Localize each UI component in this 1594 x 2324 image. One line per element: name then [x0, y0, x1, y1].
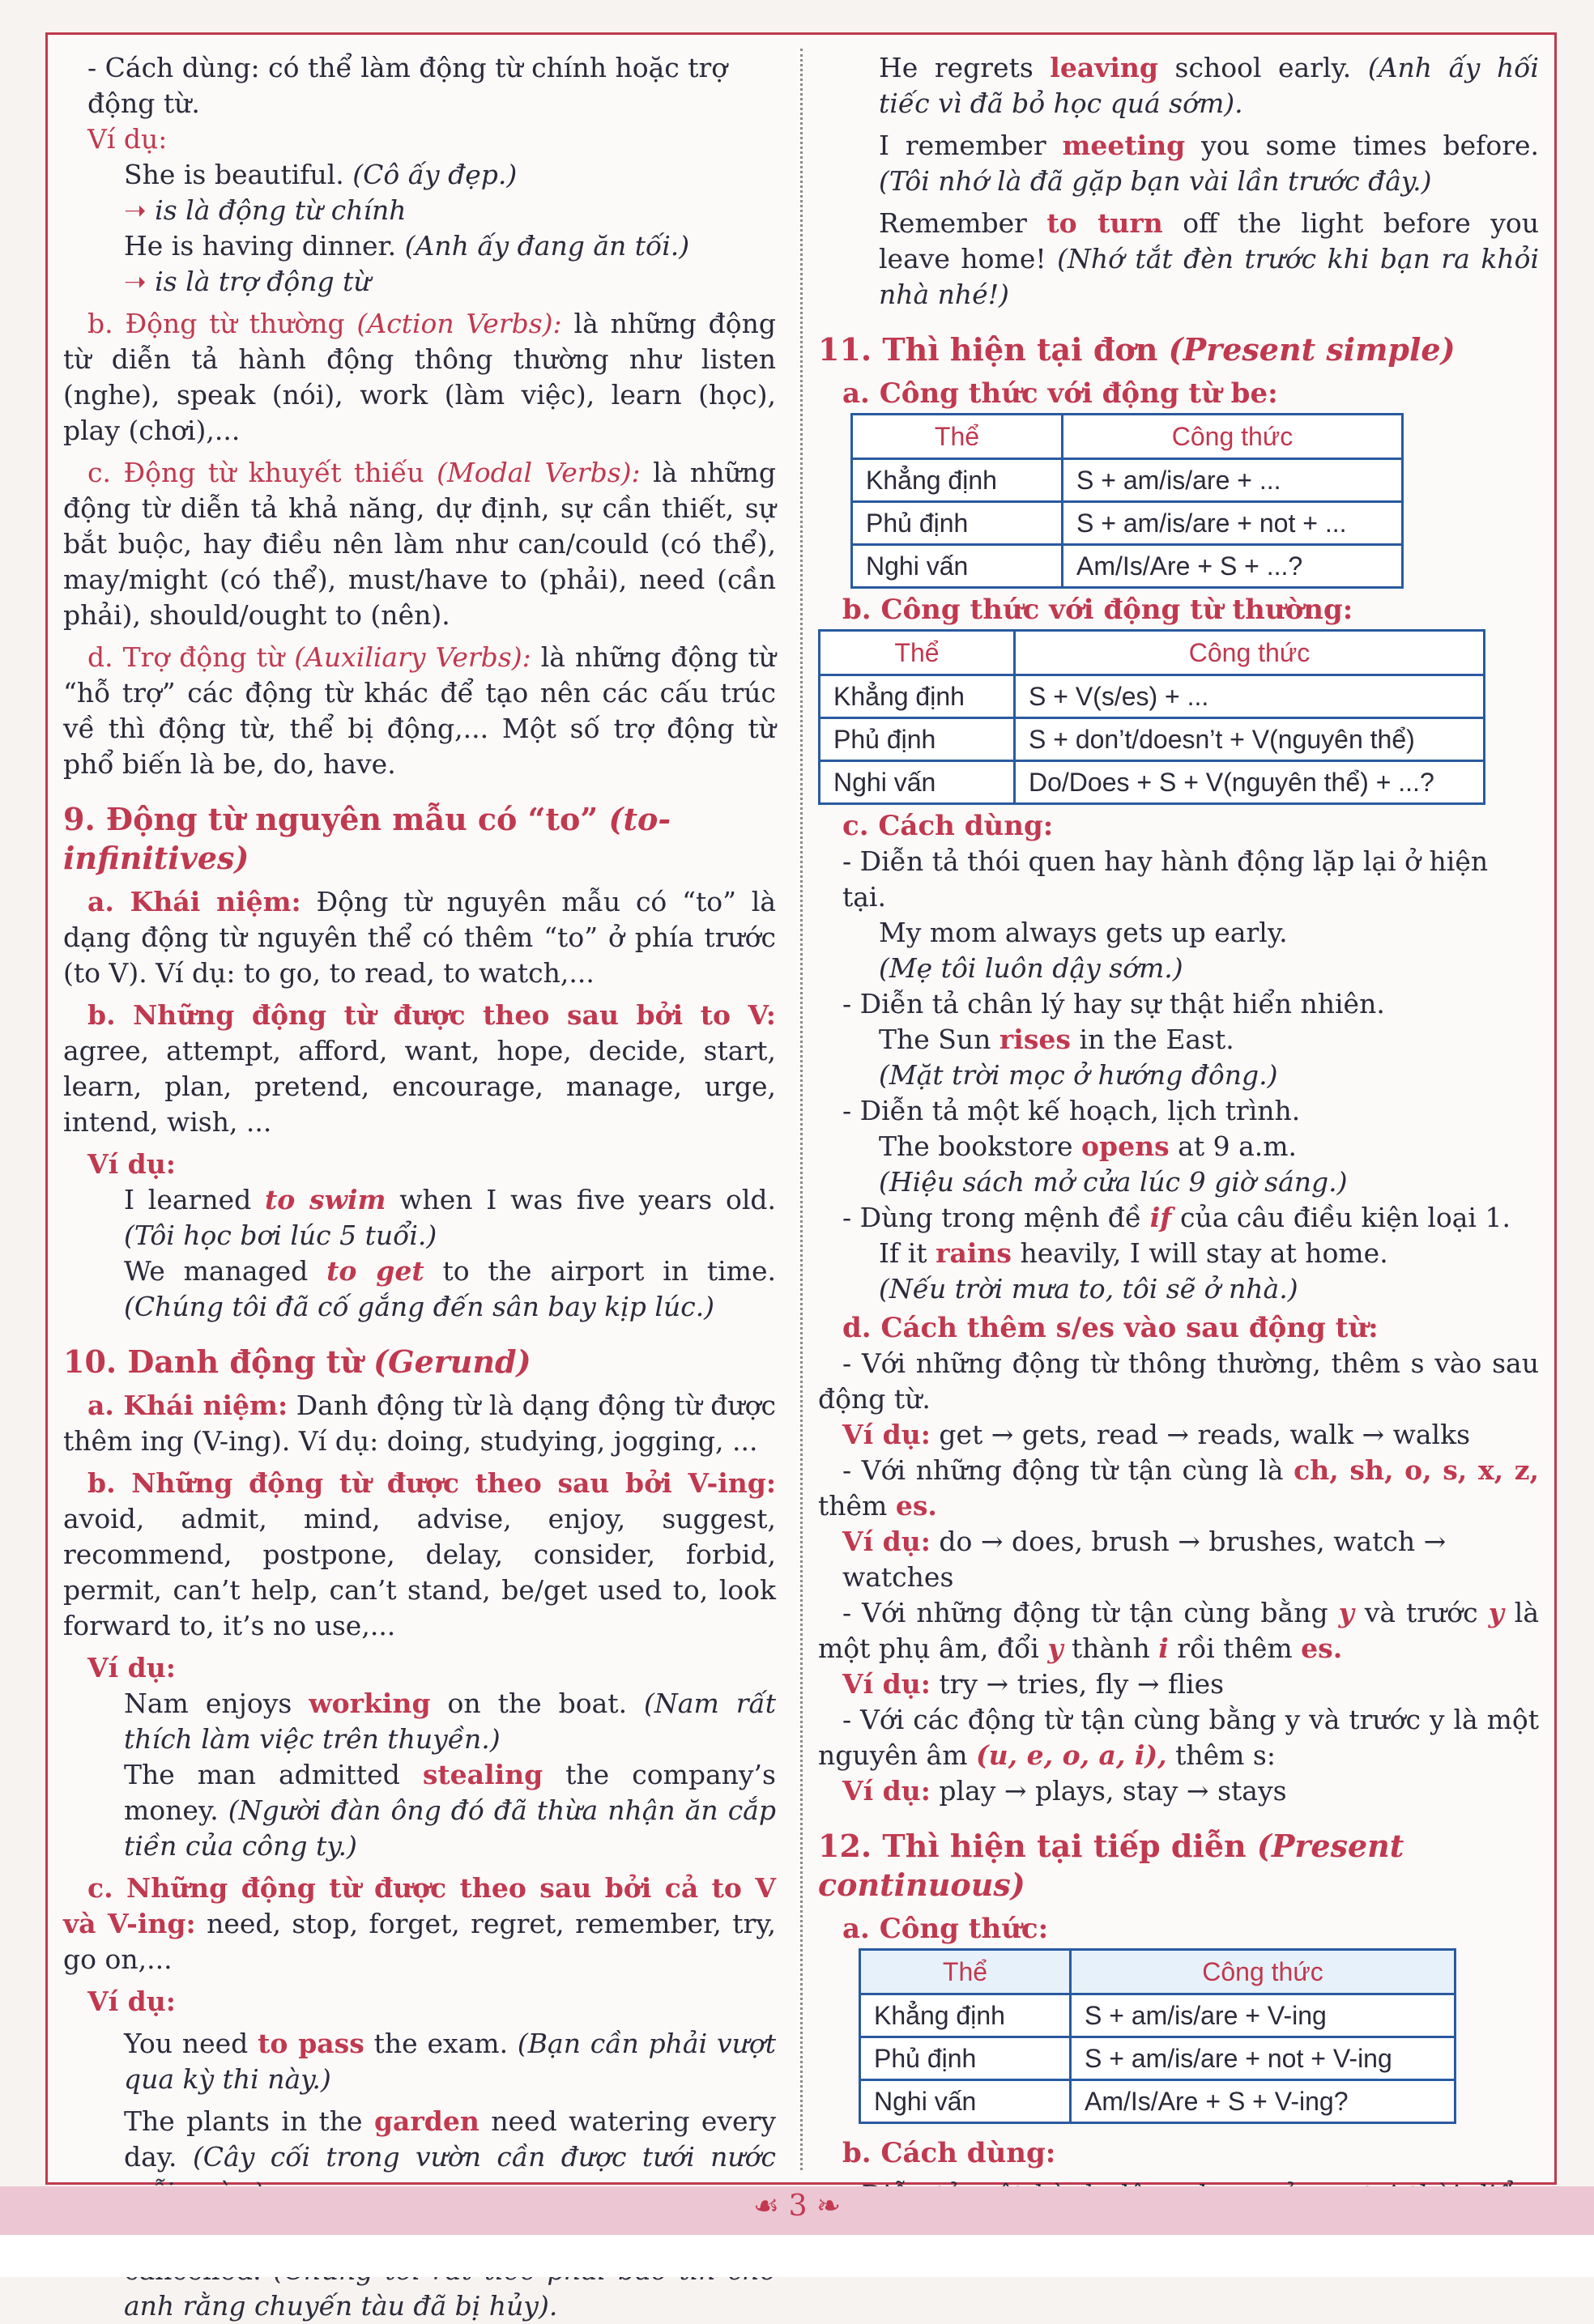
example-translation: (Nếu trời mưa to, tôi sẽ ở nhà.) [879, 1273, 1298, 1305]
page-number: ☙ 3 ❧ [752, 2190, 842, 2223]
table-row: Nghi vấn Am/Is/Are + S + V-ing? [860, 2080, 1455, 2123]
example-line: If it rains heavily, I will stay at home. [879, 1237, 1388, 1269]
example-line: The plants in the garden need watering every day. (Cây cối trong vườn cần được tưới nước [124, 2105, 776, 2173]
column-divider [800, 49, 803, 2170]
example-line: anh rằng chuyến tàu đã bị hủy). [124, 2290, 558, 2322]
example-label: Ví dụ: [87, 1986, 176, 2017]
s11b-heading: b. Công thức với động từ thường: [842, 594, 1353, 626]
example-note: ➝ is là trợ động từ [124, 266, 371, 297]
example-line: I remember meeting you some times before. (Tôi nhớ là đã gặp bạn vài lần trước đây.) [879, 130, 1539, 197]
present-simple-verb-table [818, 629, 1485, 805]
table-header-row: Thể Công thức [860, 1950, 1455, 1994]
present-simple-be-table [850, 413, 1404, 589]
table-row: Phủ định S + am/is/are + not + V-ing [860, 2037, 1455, 2080]
page-bottom-margin [0, 2235, 1594, 2277]
rule-line: - Với những động từ thông thường, thêm s vào sau động từ. [818, 1347, 1539, 1415]
section-10-heading: 10. Danh động từ (Gerund) [63, 1343, 531, 1380]
action-verbs-paragraph: b. Động từ thường (Action Verbs): là những động từ diễn tả hành động thông thường như listen (nghe), speak (nói), work (làm việc), learn (học), play (chơi),... [63, 308, 776, 446]
rule-line: - Với những động từ tận cùng là ch, sh, o, s, x, z, thêm es. [818, 1454, 1539, 1522]
s9-definition: a. Khái niệm: Động từ nguyên mẫu có “to” là dạng động từ nguyên thể có thêm “to” ở phía trước (to V). Ví dụ: to go, to read, to watch,... [63, 886, 776, 989]
example-line: Nam enjoys working on the boat. (Nam rất thích làm việc trên thuyền.) [124, 1688, 776, 1755]
table-header-row: Thể Công thức [820, 631, 1485, 675]
section-9-heading: 9. Động từ nguyên mẫu có “to” (to-infinitives) [63, 801, 671, 876]
auxiliary-verbs-paragraph: d. Trợ động từ (Auxiliary Verbs): là những động từ “hỗ trợ” các động từ khác để tạo nên các cấu trúc về thì động từ, thể bị động,... Một số trợ động từ phổ biến là be, do, have. [63, 641, 776, 780]
arrow-icon: ➝ [124, 194, 147, 226]
example-label: Ví dụ: [87, 1148, 176, 1180]
s10-both-list: c. Những động từ được theo sau bởi cả to V và V-ing: need, stop, forget, regret, remember, try, go on,... [63, 1872, 776, 1975]
example-line: The bookstore opens at 9 a.m. [879, 1130, 1298, 1162]
example-line: The Sun rises in the East. [879, 1024, 1234, 1055]
section-12-heading: 12. Thì hiện tại tiếp diễn (Present continuous) [818, 1828, 1404, 1903]
s10-definition: a. Khái niệm: Danh động từ là dạng động từ được thêm ing (V-ing). Ví dụ: doing, studying, jogging, ... [63, 1390, 776, 1457]
table-row: Khẳng định S + V(s/es) + ... [820, 675, 1485, 718]
usage-line: - Diễn tả một kế hoạch, lịch trình. [842, 1095, 1301, 1126]
table-row: Khẳng định S + am/is/are + V-ing [860, 1994, 1455, 2037]
modal-verbs-paragraph: c. Động từ khuyết thiếu (Modal Verbs): là những động từ diễn tả khả năng, dự định, sự cần thiết, sự bắt buộc, hay điều nên làm như can/could (có thể), may/might (có thể), must/have to (phải), need (cần phải), should/ought to (nên). [63, 457, 776, 631]
table-row: Phủ định S + am/is/are + not + ... [852, 502, 1403, 545]
present-continuous-table [859, 1948, 1456, 2124]
ornament-left-icon: ☙ [752, 2190, 780, 2223]
example-line: We managed to get to the airport in time. (Chúng tôi đã cố gắng đến sân bay kịp lúc.) [124, 1255, 776, 1322]
example-translation: (Mặt trời mọc ở hướng đông.) [879, 1059, 1278, 1091]
s12b-heading: b. Cách dùng: [842, 2137, 1056, 2169]
usage-line: - Diễn tả thói quen hay hành động lặp lại ở hiện tại. [842, 845, 1489, 913]
example-line: I learned to swim when I was five years old. (Tôi học bơi lúc 5 tuổi.) [124, 1184, 777, 1251]
section-11-heading: 11. Thì hiện tại đơn (Present simple) [818, 331, 1455, 368]
example-line: Ví dụ: play → plays, stay → stays [842, 1775, 1287, 1807]
usage-line: - Cách dùng: có thể làm động từ chính hoặc trợ động từ. [87, 52, 728, 119]
s11d-heading: d. Cách thêm s/es vào sau động từ: [842, 1312, 1379, 1344]
example-translation: (Mẹ tôi luôn dậy sớm.) [879, 952, 1183, 984]
rule-line: - Với những động từ tận cùng bằng y và trước y là một phụ âm, đổi y thành i rồi thêm es. [818, 1597, 1540, 1664]
example-line: My mom always gets up early. [879, 917, 1288, 948]
example-line: She is beautiful. (Cô ấy đẹp.) [124, 159, 518, 190]
s9-verb-list: b. Những động từ được theo sau bởi to V: agree, attempt, afford, want, hope, decide, start, learn, plan, pretend, encourage, manage, urge, intend, wish, ... [63, 999, 776, 1138]
example-translation: (Hiệu sách mở cửa lúc 9 giờ sáng.) [879, 1166, 1348, 1198]
usage-line: - Dùng trong mệnh đề if của câu điều kiện loại 1. [842, 1202, 1511, 1233]
example-note: ➝ is là động từ chính [124, 194, 407, 226]
right-column [818, 50, 1539, 2249]
left-column [63, 50, 776, 2324]
s10-verb-list: b. Những động từ được theo sau bởi V-ing: avoid, admit, mind, advise, enjoy, suggest, recommend, postpone, delay, consider, forbid, permit, can’t help, can’t stand, be/get used to, look forward to, it’s no use,... [63, 1467, 776, 1641]
s11c-heading: c. Cách dùng: [842, 810, 1054, 842]
example-label: Ví dụ: [87, 1652, 176, 1683]
usage-line: - Diễn tả chân lý hay sự thật hiển nhiên. [842, 988, 1385, 1019]
example-line: Ví dụ: do → does, brush → brushes, watch → watches [842, 1526, 1447, 1593]
rule-line: - Với các động từ tận cùng bằng y và trước y là một nguyên âm (u, e, o, a, i), thêm s: [818, 1704, 1539, 1771]
arrow-icon: ➝ [124, 266, 147, 297]
s12a-heading: a. Công thức: [842, 1913, 1049, 1945]
example-line: He is having dinner. (Anh ấy đang ăn tối.) [124, 230, 690, 262]
table-row: Khẳng định S + am/is/are + ... [852, 459, 1403, 502]
table-row: Nghi vấn Am/Is/Are + S + ...? [852, 545, 1403, 588]
example-line: He regrets leaving school early. (Anh ấy hối tiếc vì đã bỏ học quá sớm). [879, 52, 1539, 119]
table-row: Nghi vấn Do/Does + S + V(nguyên thể) + ...? [820, 761, 1485, 804]
s11a-heading: a. Công thức với động từ be: [842, 377, 1278, 410]
example-label: Ví dụ: [87, 123, 168, 155]
example-line: Ví dụ: try → tries, fly → flies [842, 1668, 1225, 1700]
ornament-right-icon: ❧ [816, 2190, 842, 2223]
table-row: Phủ định S + don’t/doesn’t + V(nguyên thể) [820, 718, 1485, 761]
table-header-row: Thể Công thức [852, 415, 1403, 459]
example-line: Remember to turn off the light before you leave home! (Nhớ tắt đèn trước khi bạn ra khỏi nhà nhé!) [879, 207, 1539, 310]
example-line: The man admitted stealing the company’s money. (Người đàn ông đó đã thừa nhận ăn cắp tiền của công ty.) [124, 1759, 776, 1862]
example-line: Ví dụ: get → gets, read → reads, walk → walks [842, 1419, 1471, 1450]
example-line: You need to pass the exam. (Bạn cần phải vượt qua kỳ thi này.) [124, 2028, 777, 2095]
